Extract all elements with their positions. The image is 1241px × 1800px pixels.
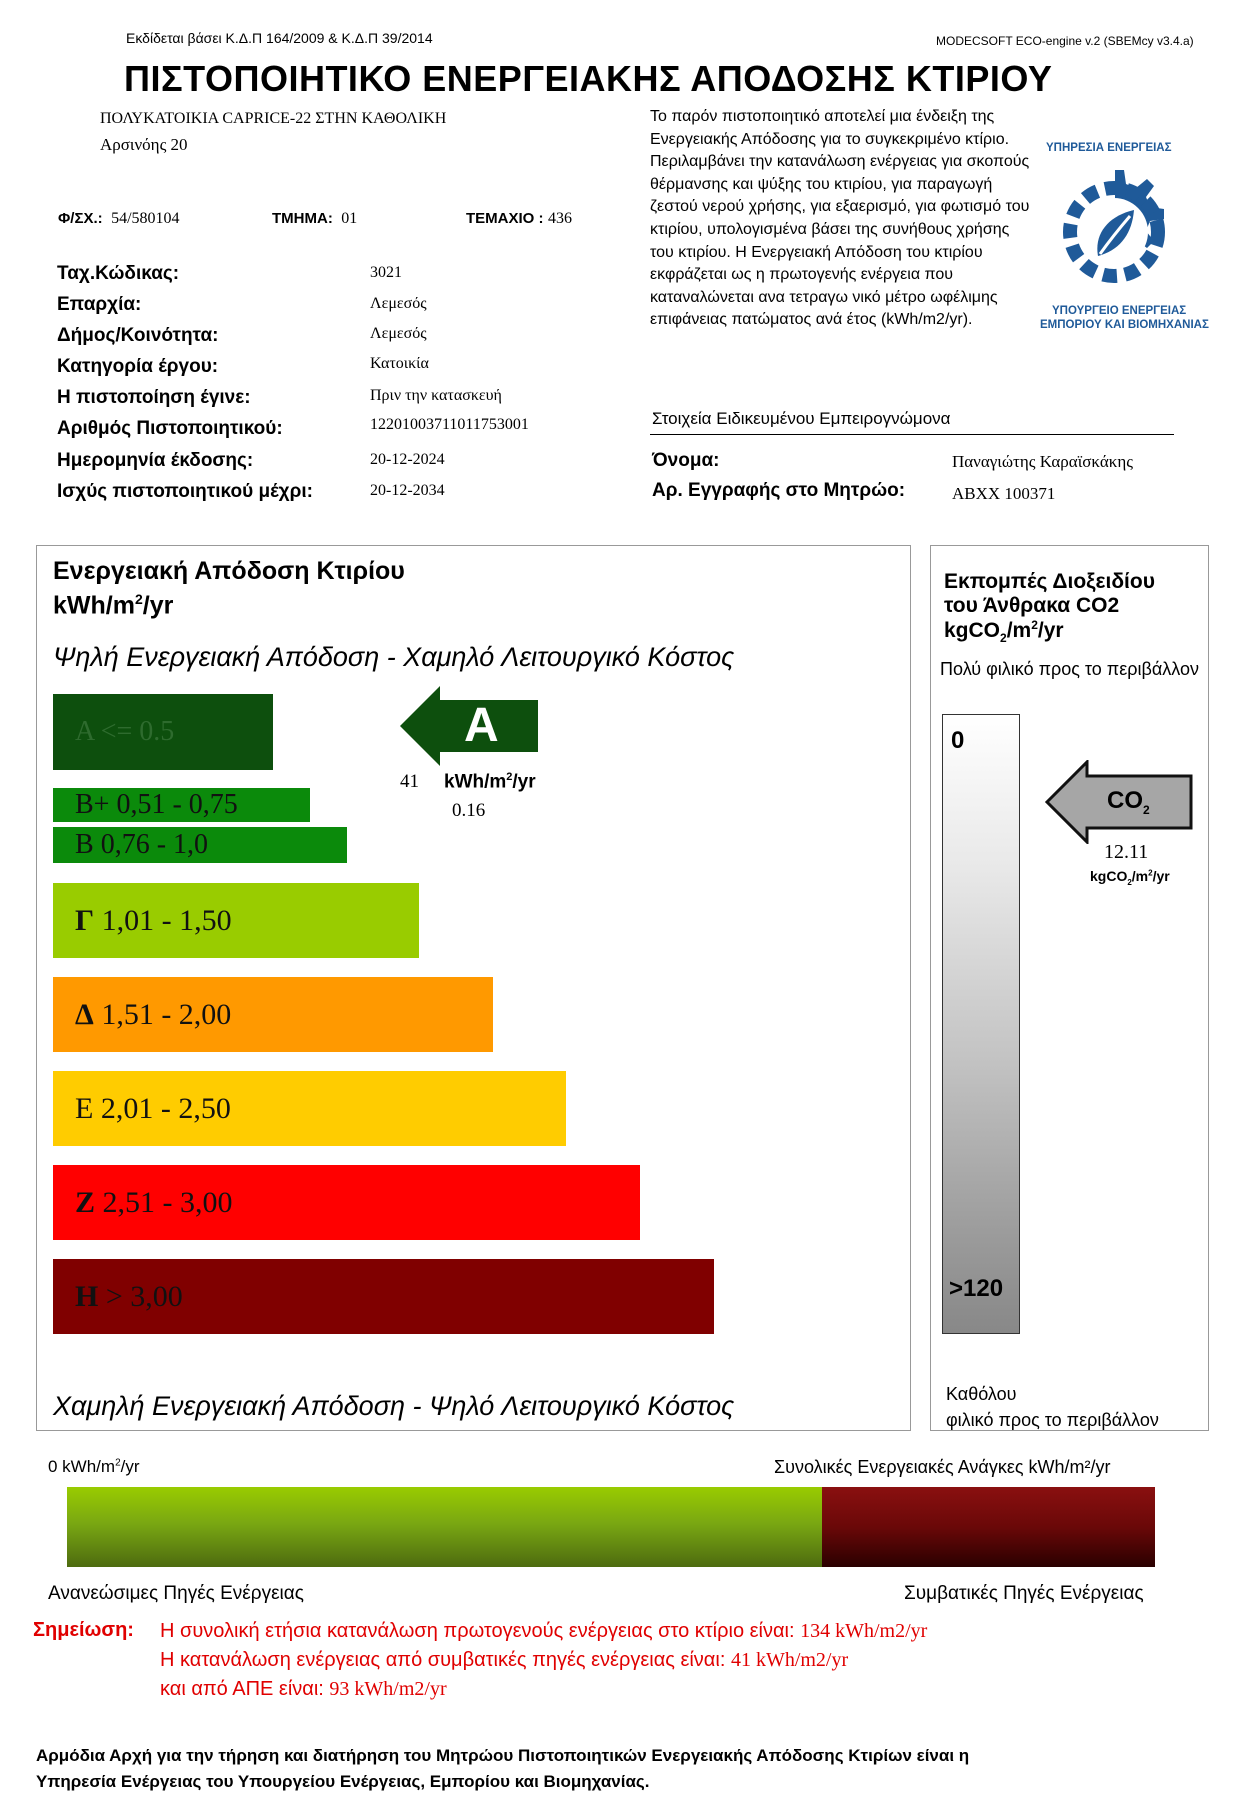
renew-scale-min: 0 kWh/$m^2/yr$	[48, 1457, 140, 1476]
co2-value: 12.11	[1104, 841, 1149, 863]
note-label: Σημείωση:	[33, 1619, 134, 1641]
band-b-plus: B+ 0,51 - 0,75	[53, 788, 310, 822]
logo-ministry-line1: ΥΠΟΥΡΓΕΙΟ ΕΝΕΡΓΕΙΑΣ	[1052, 305, 1187, 317]
co2-title-line1: Εκπομπές Διοξειδίου	[944, 570, 1155, 593]
band-d: Δ 1,51 - 2,00	[53, 977, 493, 1052]
renewable-segment	[67, 1487, 822, 1567]
co2-scale-min: 0	[951, 727, 965, 754]
co2-scale-max: >120	[949, 1275, 1004, 1302]
co2-scale-bar	[942, 714, 1020, 1334]
detail-value: 20-12-2034	[370, 482, 445, 499]
plot-parcel-label: ΤΕΜΑΧΙΟ :	[466, 210, 544, 227]
co2-title-line2: του Άνθρακα CO2	[944, 594, 1120, 617]
detail-value: 3021	[370, 264, 402, 281]
band-h: Η > 3,00	[53, 1259, 714, 1334]
footer-line1: Αρμόδια Αρχή για την τήρηση και διατήρηση του Μητρώου Πιστοποιητικών Ενεργειακής Απόδοσης Κτιρίων είναι η	[36, 1746, 970, 1765]
detail-label: Δήμος/Κοινότητα:	[57, 325, 219, 346]
conventional-segment	[822, 1487, 1155, 1567]
detail-value: 20-12-2024	[370, 451, 445, 468]
note-line1: Η συνολική ετήσια κατανάλωση πρωτογενούς ενέργειας στο κτίριο είναι: 134 kWh/m2/yr	[160, 1620, 928, 1642]
detail-value: Λεμεσός	[370, 295, 427, 312]
energy-value: 41	[400, 771, 419, 792]
detail-label: Ταχ.Κώδικας:	[57, 263, 180, 284]
footer-line2: Υπηρεσία Ενέργειας του Υπουργείου Ενέργειας, Εμπορίου και Βιομηχανίας.	[36, 1772, 650, 1791]
detail-label: Ισχύς πιστοποιητικού μέχρι:	[57, 481, 313, 502]
band-a: A <= 0.5	[53, 694, 273, 770]
band-z: Ζ 2,51 - 3,00	[53, 1165, 640, 1240]
logo-ministry-line2: ΕΜΠΟΡΙΟΥ ΚΑΙ ΒΙΟΜΗΧΑΝΙΑΣ	[1040, 319, 1209, 331]
legal-basis: Εκδίδεται βάσει Κ.Δ.Π 164/2009 & Κ.Δ.Π 39/2014	[126, 30, 433, 46]
engine-label: MODECSOFT ECO-engine v.2 (SBEMcy v3.4.a)	[936, 34, 1194, 48]
plot-sheet	[58, 210, 180, 228]
energy-bottom-caption: Χαμηλή Ενεργειακή Απόδοση - Ψηλό Λειτουργικό Κόστος	[53, 1391, 735, 1421]
detail-value: 12201003711011753001	[370, 416, 529, 433]
co2-bottom-caption-line2: φιλικό προς το περιβάλλον	[946, 1410, 1159, 1430]
energy-value-unit: kWh/$m^2/yr$	[444, 771, 536, 793]
energy-unit: kWh/$m^2/yr$	[53, 591, 174, 620]
energy-title: Ενεργειακή Απόδοση Κτιρίου	[53, 557, 405, 585]
detail-label: Επαρχία:	[57, 294, 142, 315]
co2-unit: $kgCO_2/m^2/yr$	[944, 618, 1064, 646]
certificate-description: Το παρόν πιστοποιητικό αποτελεί μια ένδειξη της Ενεργειακής Απόδοσης για το συγκεκριμένο κτίριο. Περιλαμβάνει την κατανάλωση ενέργειας για σκοπούς θέρμανσης και ψύξης του κτιρίου, για παραγωγή ζεστού νερού χρήσης, για εξαερισμό, για φωτισμό του κτιρίου, υπολογισμένα βάσει της συνήθους χρήσης του κτιρίου. Η Ενεργειακή Απόδοση του κτιρίου εκφράζεται ως η πρωτογενής ενέργεια που καταναλώνεται ανα τετραγω νικό μέτρο ωφέλιμης επιφάνειας πατώματος ανά έτος (kWh/m2/yr).	[650, 108, 1030, 329]
band-b: B 0,76 - 1,0	[53, 827, 347, 863]
detail-value: Λεμεσός	[370, 325, 427, 342]
plot-sheet-label: Φ/ΣΧ.:	[58, 210, 103, 227]
detail-label: Κατηγορία έργου:	[57, 356, 219, 377]
detail-label: Ημερομηνία έκδοσης:	[57, 450, 254, 471]
co2-bottom-caption-line1: Καθόλου	[946, 1384, 1017, 1404]
detail-value: Πριν την κατασκευή	[370, 387, 502, 404]
conventional-sources-label: Συμβατικές Πηγές Ενέργειας	[904, 1583, 1144, 1604]
rating-letter: A	[464, 699, 499, 752]
energy-ratio: 0.16	[452, 800, 486, 821]
co2-arrow-label: $CO_2$	[1107, 787, 1150, 817]
note-line2: Η κατανάλωση ενέργειας από συμβατικές πηγές ενέργειας είναι: 41 kWh/m2/yr	[160, 1649, 849, 1671]
plot-parcel	[466, 210, 572, 228]
note-line3: και από ΑΠΕ είναι: 93 kWh/m2/yr	[160, 1678, 447, 1700]
detail-value: Κατοικία	[370, 355, 429, 372]
detail-label: Η πιστοποίηση έγινε:	[57, 387, 251, 408]
energy-sources-bar	[67, 1487, 1155, 1567]
building-address: Αρσινόης 20	[100, 135, 188, 154]
energy-service-logo-icon	[1050, 164, 1180, 304]
band-g: Γ 1,01 - 1,50	[53, 883, 419, 958]
expert-section-title: Στοιχεία Ειδικευμένου Εμπειρογνώμονα	[652, 409, 951, 428]
plot-parcel-value: 436	[547, 210, 572, 227]
energy-top-caption: Ψηλή Ενεργειακή Απόδοση - Χαμηλό Λειτουργικό Κόστος	[53, 642, 735, 672]
band-e: Ε 2,01 - 2,50	[53, 1071, 566, 1146]
expert-name-label: Όνομα:	[652, 450, 720, 471]
expert-name-value: Παναγιώτης Καραϊσκάκης	[952, 452, 1133, 471]
plot-section-label: ΤΜΗΜΑ:	[272, 210, 333, 227]
plot-sheet-value: 54/580104	[111, 210, 180, 227]
page-title: ΠΙΣΤΟΠΟΙΗΤΙΚΟ ΕΝΕΡΓΕΙΑΚΗΣ ΑΠΟΔΟΣΗΣ ΚΤΙΡΙΟΥ	[124, 58, 1053, 99]
renew-scale-total-label: Συνολικές Ενεργειακές Ανάγκες kWh/m²/yr	[774, 1457, 1111, 1477]
renewable-sources-label: Ανανεώσιμες Πηγές Ενέργειας	[48, 1583, 304, 1604]
expert-divider	[650, 434, 1174, 435]
expert-registry-label: Αρ. Εγγραφής στο Μητρώο:	[652, 480, 906, 501]
building-name: ΠΟΛΥΚΑΤΟΙΚΙΑ CAPRICE-22 ΣΤΗΝ ΚΑΘΟΛΙΚΗ	[100, 110, 447, 127]
plot-section-value: 01	[341, 210, 358, 227]
expert-registry-value: ABXX 100371	[952, 484, 1056, 503]
co2-top-caption: Πολύ φιλικό προς το περιβάλλον	[940, 659, 1199, 679]
logo-top-text: ΥΠΗΡΕΣΙΑ ΕΝΕΡΓΕΙΑΣ	[1046, 142, 1172, 154]
plot-section	[272, 210, 357, 228]
detail-label: Αριθμός Πιστοποιητικού:	[57, 418, 283, 439]
co2-value-unit: $kgCO_2/m^2/yr$	[1090, 868, 1170, 887]
